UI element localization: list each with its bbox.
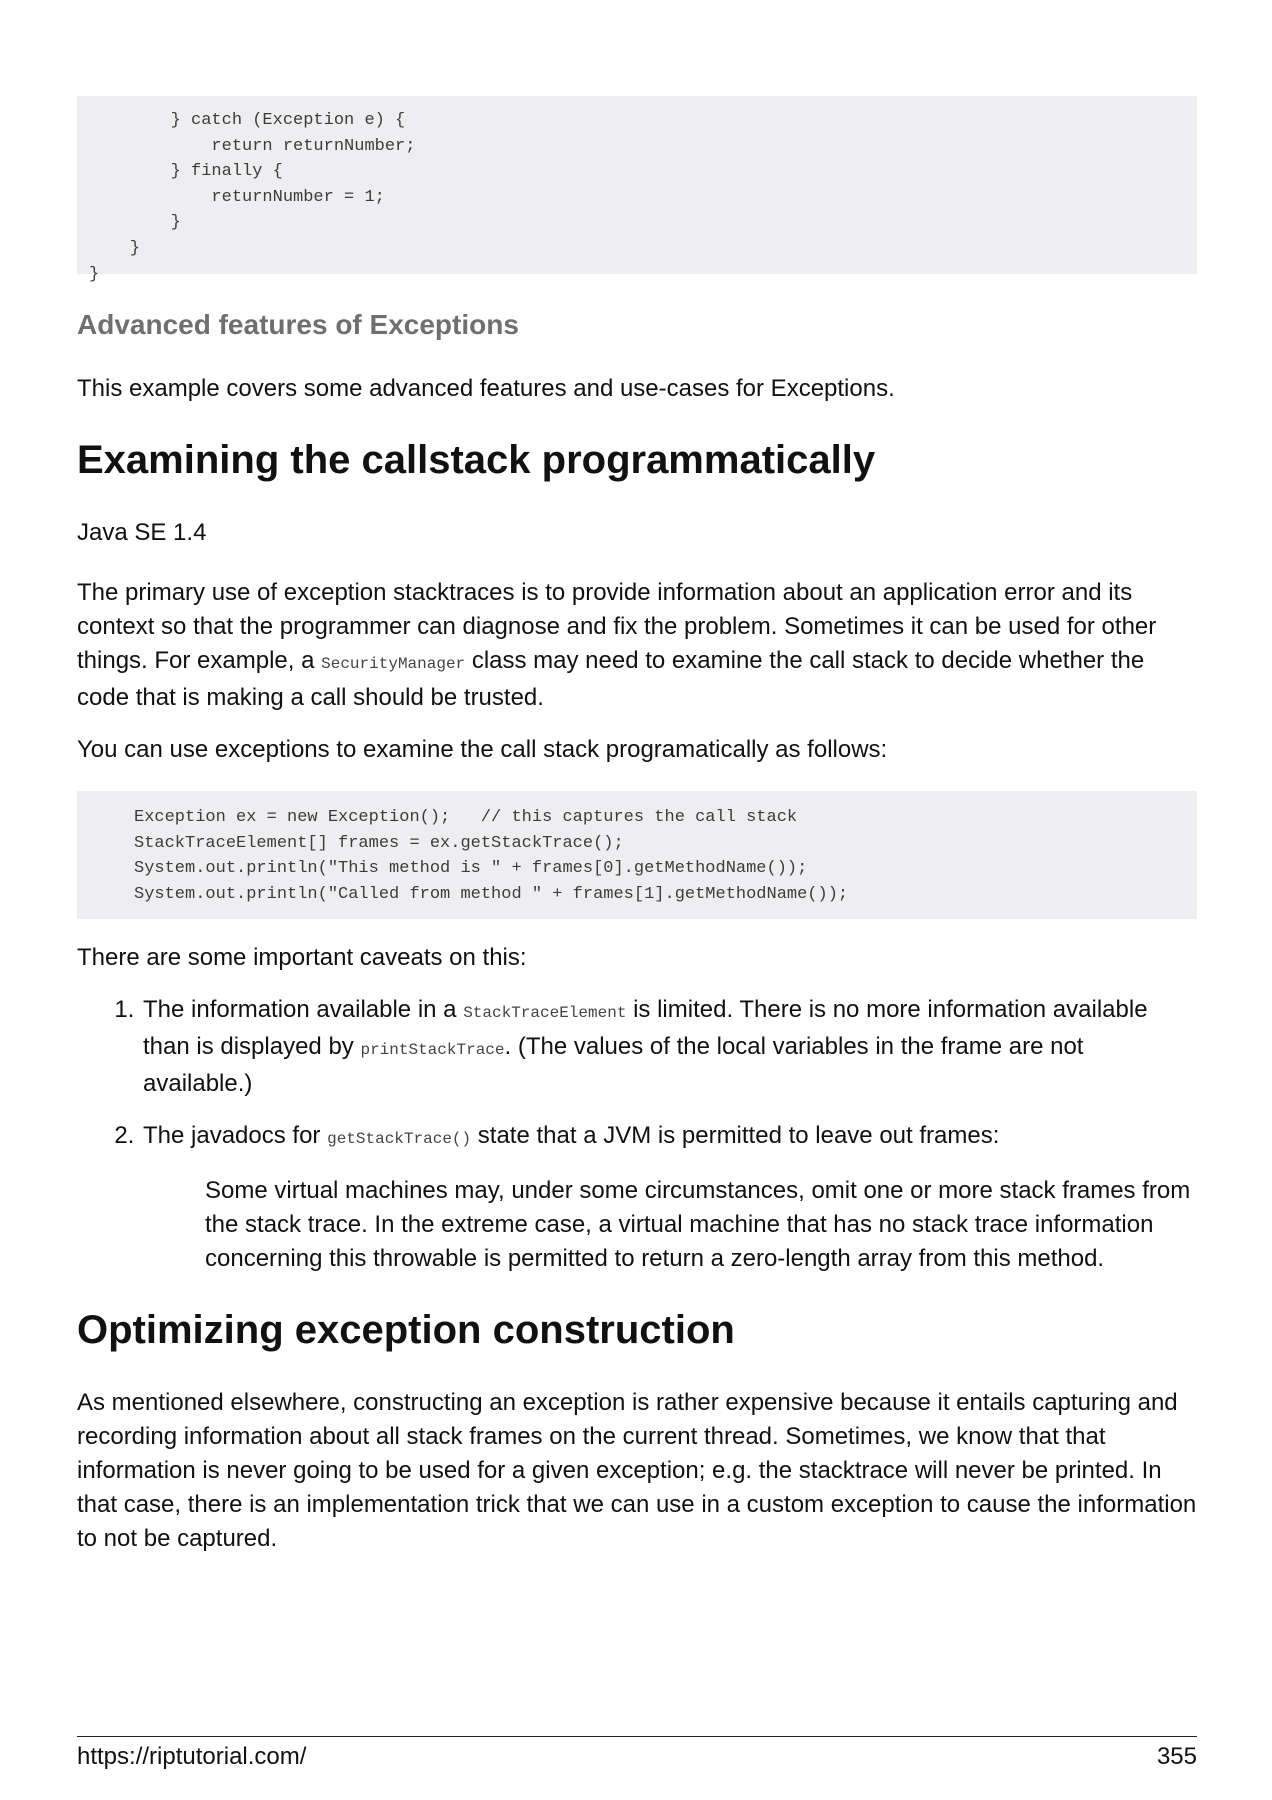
list-item-text: . (The values of the local variables in the frame are not available.) [143,1033,1084,1098]
inline-code-stacktraceelement: StackTraceElement [463,1004,627,1023]
code-line: return returnNumber; [89,136,416,156]
code-line: System.out.println("Called from method " + frames[1].getMethodName()); [134,884,849,904]
list-item [141,993,1197,1101]
caveats-intro: There are some important caveats on this: [77,944,527,972]
code-line: } [89,238,141,258]
page-content [77,96,1197,1556]
section-subtitle: Advanced features of Exceptions [77,309,519,340]
inline-code-getstacktrace: getStackTrace() [327,1130,472,1149]
list-item [141,1119,1197,1156]
code-line: returnNumber = 1; [89,187,385,207]
footer-url: https://riptutorial.com/ [77,1743,307,1770]
list-item-text: The information available in a [143,996,464,1024]
list-item-text: is limited. There is no more information available than is displayed by [143,996,1148,1061]
inline-code-securitymanager: SecurityManager [321,655,466,673]
code-line: System.out.println("This method is " + frames[0].getMethodName()); [134,859,808,879]
paragraph-text: class may need to examine the call stack to decide whether the code that is making a call should be trusted. [77,647,1145,711]
code-line: } [89,213,181,233]
page-number: 355 [1156,1743,1197,1770]
code-line: StackTraceElement[] frames = ex.getStackTrace(); [134,833,624,853]
optimizing-paragraph: As mentioned elsewhere, constructing an exception is rather expensive because it entails capturing and recording information about all stack frames on the current thread. Sometimes, we know that that information is never going to be used for a given exception; e.g. the stacktrace will never be printed. In that case, there is an implementation trick that we can use in a custom exception to cause the information to not be captured. [77,1389,1197,1553]
callstack-usage-paragraph: You can use exceptions to examine the call stack programatically as follows: [77,736,888,763]
caveats-list [77,993,1197,1156]
code-block-finally [77,96,1197,284]
page-footer [77,1736,1197,1771]
code-line: } [89,264,100,284]
list-item-text: The javadocs for [143,1122,328,1150]
version-label: Java SE 1.4 [77,519,207,546]
code-line: Exception ex = new Exception(); // this captures the call stack [134,808,798,827]
code-line: } catch (Exception e) { [89,111,406,130]
code-line: } finally { [89,162,283,182]
paragraph-text: The primary use of exception stacktraces is to provide information about an application error and its context so that the programmer can diagnose and fix the problem. Sometimes it can be used for other things. For example, a [77,579,1157,674]
inline-code-printstacktrace: printStackTrace [360,1041,505,1060]
callstack-paragraph [77,576,1197,715]
javadoc-quote: Some virtual machines may, under some circumstances, omit one or more stack frames from the stack trace. In the extreme case, a virtual machine that has no stack trace information concerning this throwable is permitted to return a zero-length array from this method. [205,1177,1191,1273]
heading-callstack: Examining the callstack programmatically [77,438,876,482]
code-block-callstack [77,791,1197,919]
section-intro: This example covers some advanced features and use-cases for Exceptions. [77,375,895,402]
list-item-text: state that a JVM is permitted to leave out frames: [471,1122,1000,1150]
heading-optimizing: Optimizing exception construction [77,1308,735,1353]
